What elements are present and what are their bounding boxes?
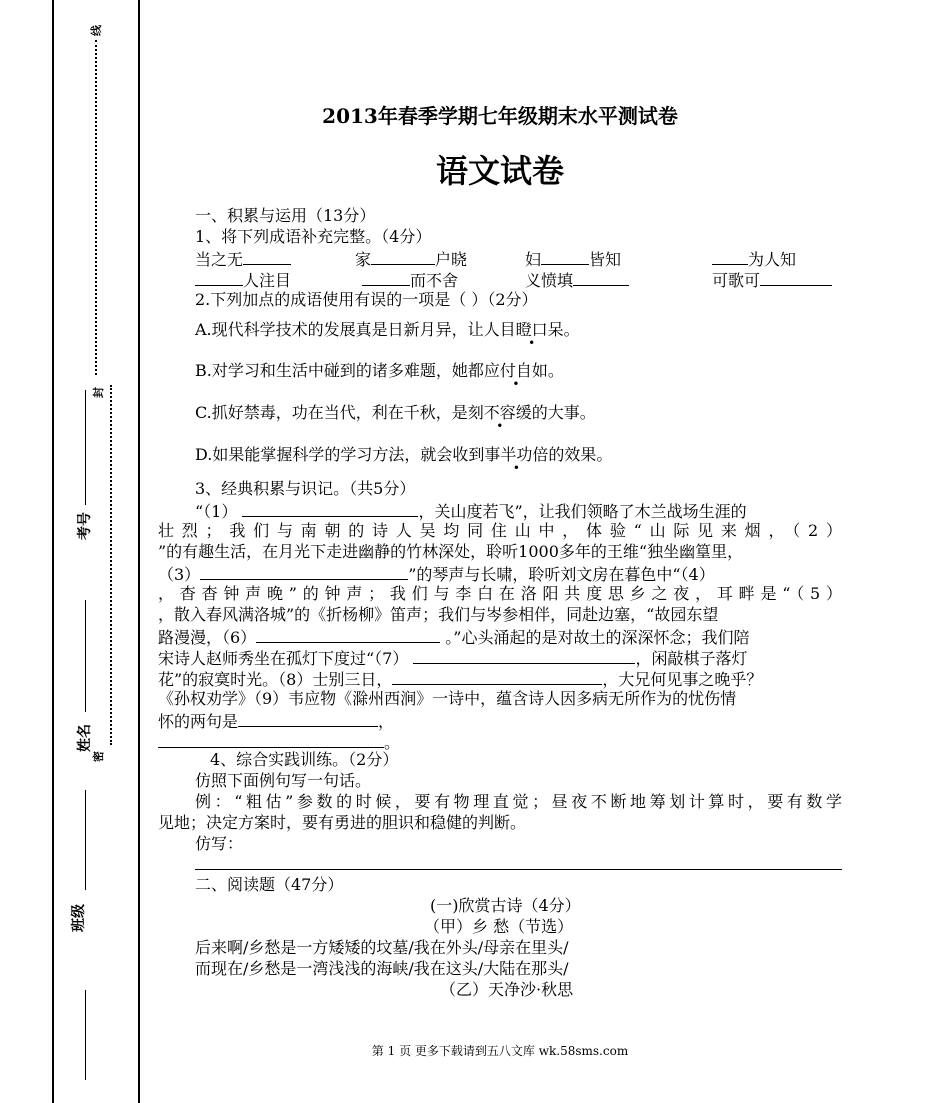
page-footer: 第 1 页 更多下载请到五八文库 wk.58sms.com: [371, 1044, 629, 1058]
recite-blank-9a[interactable]: [238, 710, 378, 727]
binding-dotted-line-middle: [110, 385, 112, 745]
q3-line-11: 怀的两句是 ，: [158, 712, 395, 731]
name-field[interactable]: [85, 600, 86, 712]
q4-example-line-2: 见地；决定方案时，要有勇进的胆识和稳健的判断。: [158, 813, 527, 832]
q3-line-8: 宋诗人赵师秀坐在孤灯下度过“（7） ，闲敲棋子落灯: [158, 649, 748, 668]
idiom-blank[interactable]: [541, 248, 589, 265]
q4-example-line-1: 例：“粗估”参数的时候，要有物理直觉；昼夜不断地筹划计算时，要有数学: [195, 792, 842, 811]
q3-line-2: 壮烈；我们与南朝的诗人吴均同住山中，体验“山际见来烟，（2）: [158, 521, 842, 540]
class-label: 班级: [71, 904, 87, 932]
binding-dotted-line-top: [95, 40, 97, 375]
q4-instruction: 仿照下面例句写一句话。: [195, 771, 372, 790]
q2-option-d[interactable]: D.如果能掌握科学的学习方法，就会收到事半功倍的效果。: [195, 445, 613, 464]
recite-blank-6[interactable]: [256, 626, 440, 643]
q2-option-a[interactable]: A.现代科学技术的发展真是日新月异，让人目瞪口呆。: [195, 320, 580, 339]
recite-blank-7[interactable]: [413, 647, 635, 664]
q3-line-6: ，散入春风满洛城”的《折杨柳》笛声；我们与岑参相伴，同赴边塞，“故园东望: [158, 605, 719, 624]
q3-line-7: 路漫漫，（6） 。”心头涌起的是对故土的深深怀念；我们陪: [158, 628, 750, 647]
section2-heading: 二、阅读题（47分）: [195, 875, 344, 894]
exam-number-label: 考号: [77, 512, 93, 540]
idiom-blank[interactable]: [195, 269, 243, 286]
idiom-blank[interactable]: [712, 248, 748, 265]
poem-section-title: (一)欣赏古诗（4分）: [430, 896, 581, 915]
q4-prompt: 4、综合实践训练。（2分）: [210, 750, 399, 769]
binding-seal-char: 封: [92, 387, 105, 398]
idiom-4: 为人知: [712, 248, 796, 270]
idiom-blank[interactable]: [760, 269, 832, 286]
idiom-blank[interactable]: [573, 269, 629, 286]
q2-option-b[interactable]: B.对学习和生活中碰到的诸多难题，她都应付自如。: [195, 361, 564, 380]
subject-title: 语文试卷: [435, 152, 564, 190]
poem-b-title: （乙）天净沙·秋思: [440, 980, 574, 999]
q4-write-label: 仿写：: [195, 834, 244, 853]
idiom-6: 而不舍: [362, 269, 458, 291]
name-label: 姓名: [77, 724, 93, 752]
q1-prompt: 1、将下列成语补充完整。（4分）: [195, 227, 432, 246]
exam-number-field[interactable]: [85, 390, 86, 505]
idiom-3: 妇 皆知: [525, 250, 622, 269]
q3-line-10: 《孙权劝学》（9）韦应物《滁州西涧》一诗中，蕴含诗人因多病无所作为的忧伤情: [158, 689, 737, 708]
recite-blank-8[interactable]: [392, 668, 602, 685]
poem-a-line-1: 后来啊/乡愁是一方矮矮的坟墓/我在外头/母亲在里头/: [195, 938, 569, 957]
poem-a-title: （甲）乡 愁（节选）: [424, 917, 574, 936]
q2-prompt: 2.下列加点的成语使用有误的一项是（ ）（2分）: [195, 290, 538, 309]
q3-line-5: ，杳杳钟声晚”的钟声；我们与李白在洛阳共度思乡之夜，耳畔是“（5）: [158, 584, 842, 603]
q3-line-3: ”的有趣生活，在月光下走进幽静的竹林深处，聆听1000多年的王维“独坐幽篁里，: [158, 542, 744, 561]
q3-line-12: 。: [158, 731, 400, 753]
idiom-blank[interactable]: [362, 269, 410, 286]
section1-heading: 一、积累与运用（13分）: [195, 206, 376, 225]
idiom-2: 家 户晓: [355, 250, 468, 269]
emphasized-idiom: 刻不容缓: [467, 403, 532, 422]
q4-answer-line[interactable]: [195, 869, 842, 870]
idiom-blank[interactable]: [371, 248, 435, 265]
q3-line-1: “（1） ，关山度若飞”，让我们领略了木兰战场生涯的: [195, 502, 747, 521]
recite-blank-1[interactable]: [242, 500, 418, 517]
emphasized-idiom: 应付自如: [483, 361, 548, 380]
idiom-blank[interactable]: [243, 248, 291, 265]
class-field[interactable]: [85, 790, 86, 890]
binding-line-char: 线: [90, 25, 103, 36]
q3-prompt: 3、经典积累与识记。（共5分）: [195, 479, 416, 498]
idiom-1: 当之无: [195, 248, 291, 270]
q3-line-9: 花”的寂寞时光。（8）士别三日， ，大兄何见事之晚乎？: [158, 670, 763, 689]
emphasized-idiom: 事半功倍: [484, 445, 549, 464]
idiom-7: 义愤填: [525, 269, 629, 291]
extra-field[interactable]: [85, 990, 86, 1080]
exam-title: 2013年春季学期七年级期末水平测试卷: [322, 104, 678, 128]
poem-a-line-2: 而现在/乡愁是一湾浅浅的海峡/我在这头/大陆在那头/: [195, 959, 569, 978]
recite-blank-9b[interactable]: [158, 731, 384, 748]
binding-secret-char: 密: [92, 751, 105, 762]
q3-line-4: （3） ”的琴声与长啸，聆听刘文房在暮色中“（4）: [158, 565, 715, 584]
emphasized-idiom: 目瞪口呆: [499, 320, 564, 339]
q2-option-c[interactable]: C.抓好禁毒，功在当代，利在千秋，是刻不容缓的大事。: [195, 403, 596, 422]
idiom-5: 人注目: [195, 269, 291, 291]
recite-blank-3[interactable]: [200, 563, 408, 580]
idiom-8: 可歌可: [712, 269, 832, 291]
